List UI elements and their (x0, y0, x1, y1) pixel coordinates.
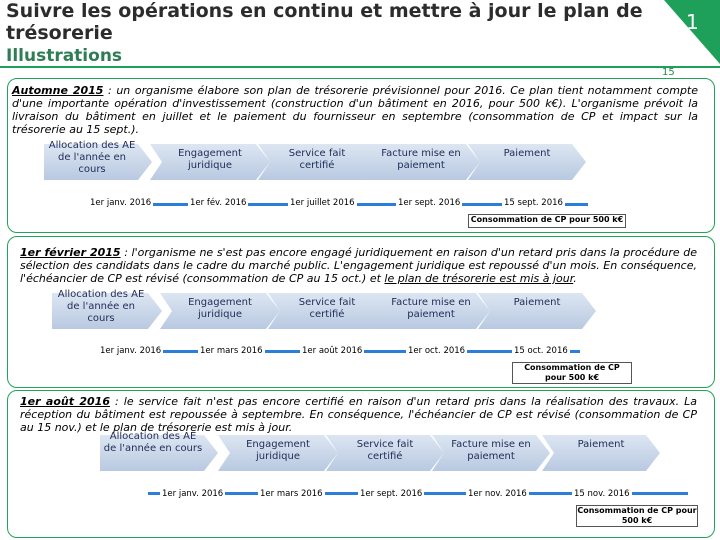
page-number: 15 (662, 67, 675, 78)
scenario-2-text (20, 246, 697, 285)
cp-consumption-label: Consommation de CP pour 500 k€ (512, 362, 632, 384)
process-step-label: Service fait certifié (288, 148, 346, 171)
process-step-label: Facture mise en paiement (451, 439, 531, 462)
process-step-label: Paiement (503, 148, 551, 159)
scenario-3-lead: 1er août 2016 (20, 395, 110, 408)
scenario-2-body-underlined: le plan de trésorerie est mis à jour (384, 272, 574, 285)
process-step-label: Allocation des AE de l'année en cours (48, 140, 136, 175)
scenario-2-body-end: . (573, 272, 577, 285)
scenario-1-lead: Automne 2015 (12, 84, 104, 97)
timeline-date: 15 sept. 2016 (504, 198, 563, 208)
process-step-label: Engagement juridique (246, 439, 310, 462)
timeline-date: 1er janv. 2016 (162, 489, 224, 499)
timeline-date: 1er mars 2016 (200, 346, 263, 356)
process-step-label: Allocation des AE de l'année en cours (57, 289, 145, 324)
timeline-date: 1er fév. 2016 (190, 198, 247, 208)
process-step-label: Engagement juridique (178, 148, 242, 171)
process-step-label: Paiement (577, 439, 625, 450)
process-step-label: Allocation des AE de l'année en cours (103, 431, 203, 454)
timeline-date: 1er janv. 2016 (90, 198, 152, 208)
process-step-label: Facture mise en paiement (381, 148, 461, 171)
process-step-label: Service fait certifié (356, 439, 414, 462)
process-step-label: Engagement juridique (188, 297, 252, 320)
timeline-date: 1er janv. 2016 (100, 346, 162, 356)
timeline-date: 1er juillet 2016 (290, 198, 355, 208)
timeline-date: 1er nov. 2016 (468, 489, 527, 499)
timeline-date: 15 nov. 2016 (574, 489, 630, 499)
timeline-date: 1er mars 2016 (260, 489, 323, 499)
timeline-date: 1er août 2016 (302, 346, 363, 356)
process-step-label: Facture mise en paiement (391, 297, 471, 320)
cp-consumption-label: Consommation de CP pour 500 k€ (468, 214, 626, 228)
timeline-date: 1er sept. 2016 (360, 489, 423, 499)
timeline-date: 1er oct. 2016 (408, 346, 466, 356)
timeline-date: 1er sept. 2016 (398, 198, 461, 208)
page-subtitle: Illustrations (6, 46, 123, 66)
page-title: Suivre les opérations en continu et mettre à jour le plan de trésorerie (6, 0, 643, 44)
timeline-date: 15 oct. 2016 (514, 346, 568, 356)
scenario-2-lead: 1er février 2015 (20, 246, 121, 259)
cp-consumption-label: Consommation de CP pour 500 k€ (577, 506, 697, 525)
scenario-1-body: : un organisme élabore son plan de trésorerie prévisionnel pour 2016. Ce plan tient notamment compte d'une importante opération d'investissement (construction d'un bâtiment en 2016, pour 500 k€). L'organisme prévoit la livraison du bâtiment en juillet et le paiement du fournisseur en septembre (consommation de CP et impact sur la trésorerie au 15 sept.). (12, 84, 699, 136)
header-divider (0, 66, 720, 68)
scenario-3-body: : le service fait n'est pas encore certifié en raison d'un retard pris dans la réalisation des travaux. La réception du bâtiment est repoussée à septembre. En conséquence, l'échéancier de CP est révisé (consommation de CP au 15 nov.) et le plan de trésorerie est mis à jour. (20, 395, 697, 434)
section-badge-number: 1 (686, 10, 699, 34)
scenario-2-body: : l'organisme ne s'est pas encore engagé juridiquement en raison d'un retard pris dans la procédure de sélection des candidats dans le cadre du marché public. L'engagement juridique est repoussé d'un mois. En conséquence, l'échéancier de CP est révisé (consommation de CP au 15 oct.) et (20, 246, 697, 285)
process-step-label: Paiement (513, 297, 561, 308)
process-step-label: Service fait certifié (298, 297, 356, 320)
scenario-3-text (20, 395, 697, 434)
scenario-1-text (12, 84, 698, 136)
